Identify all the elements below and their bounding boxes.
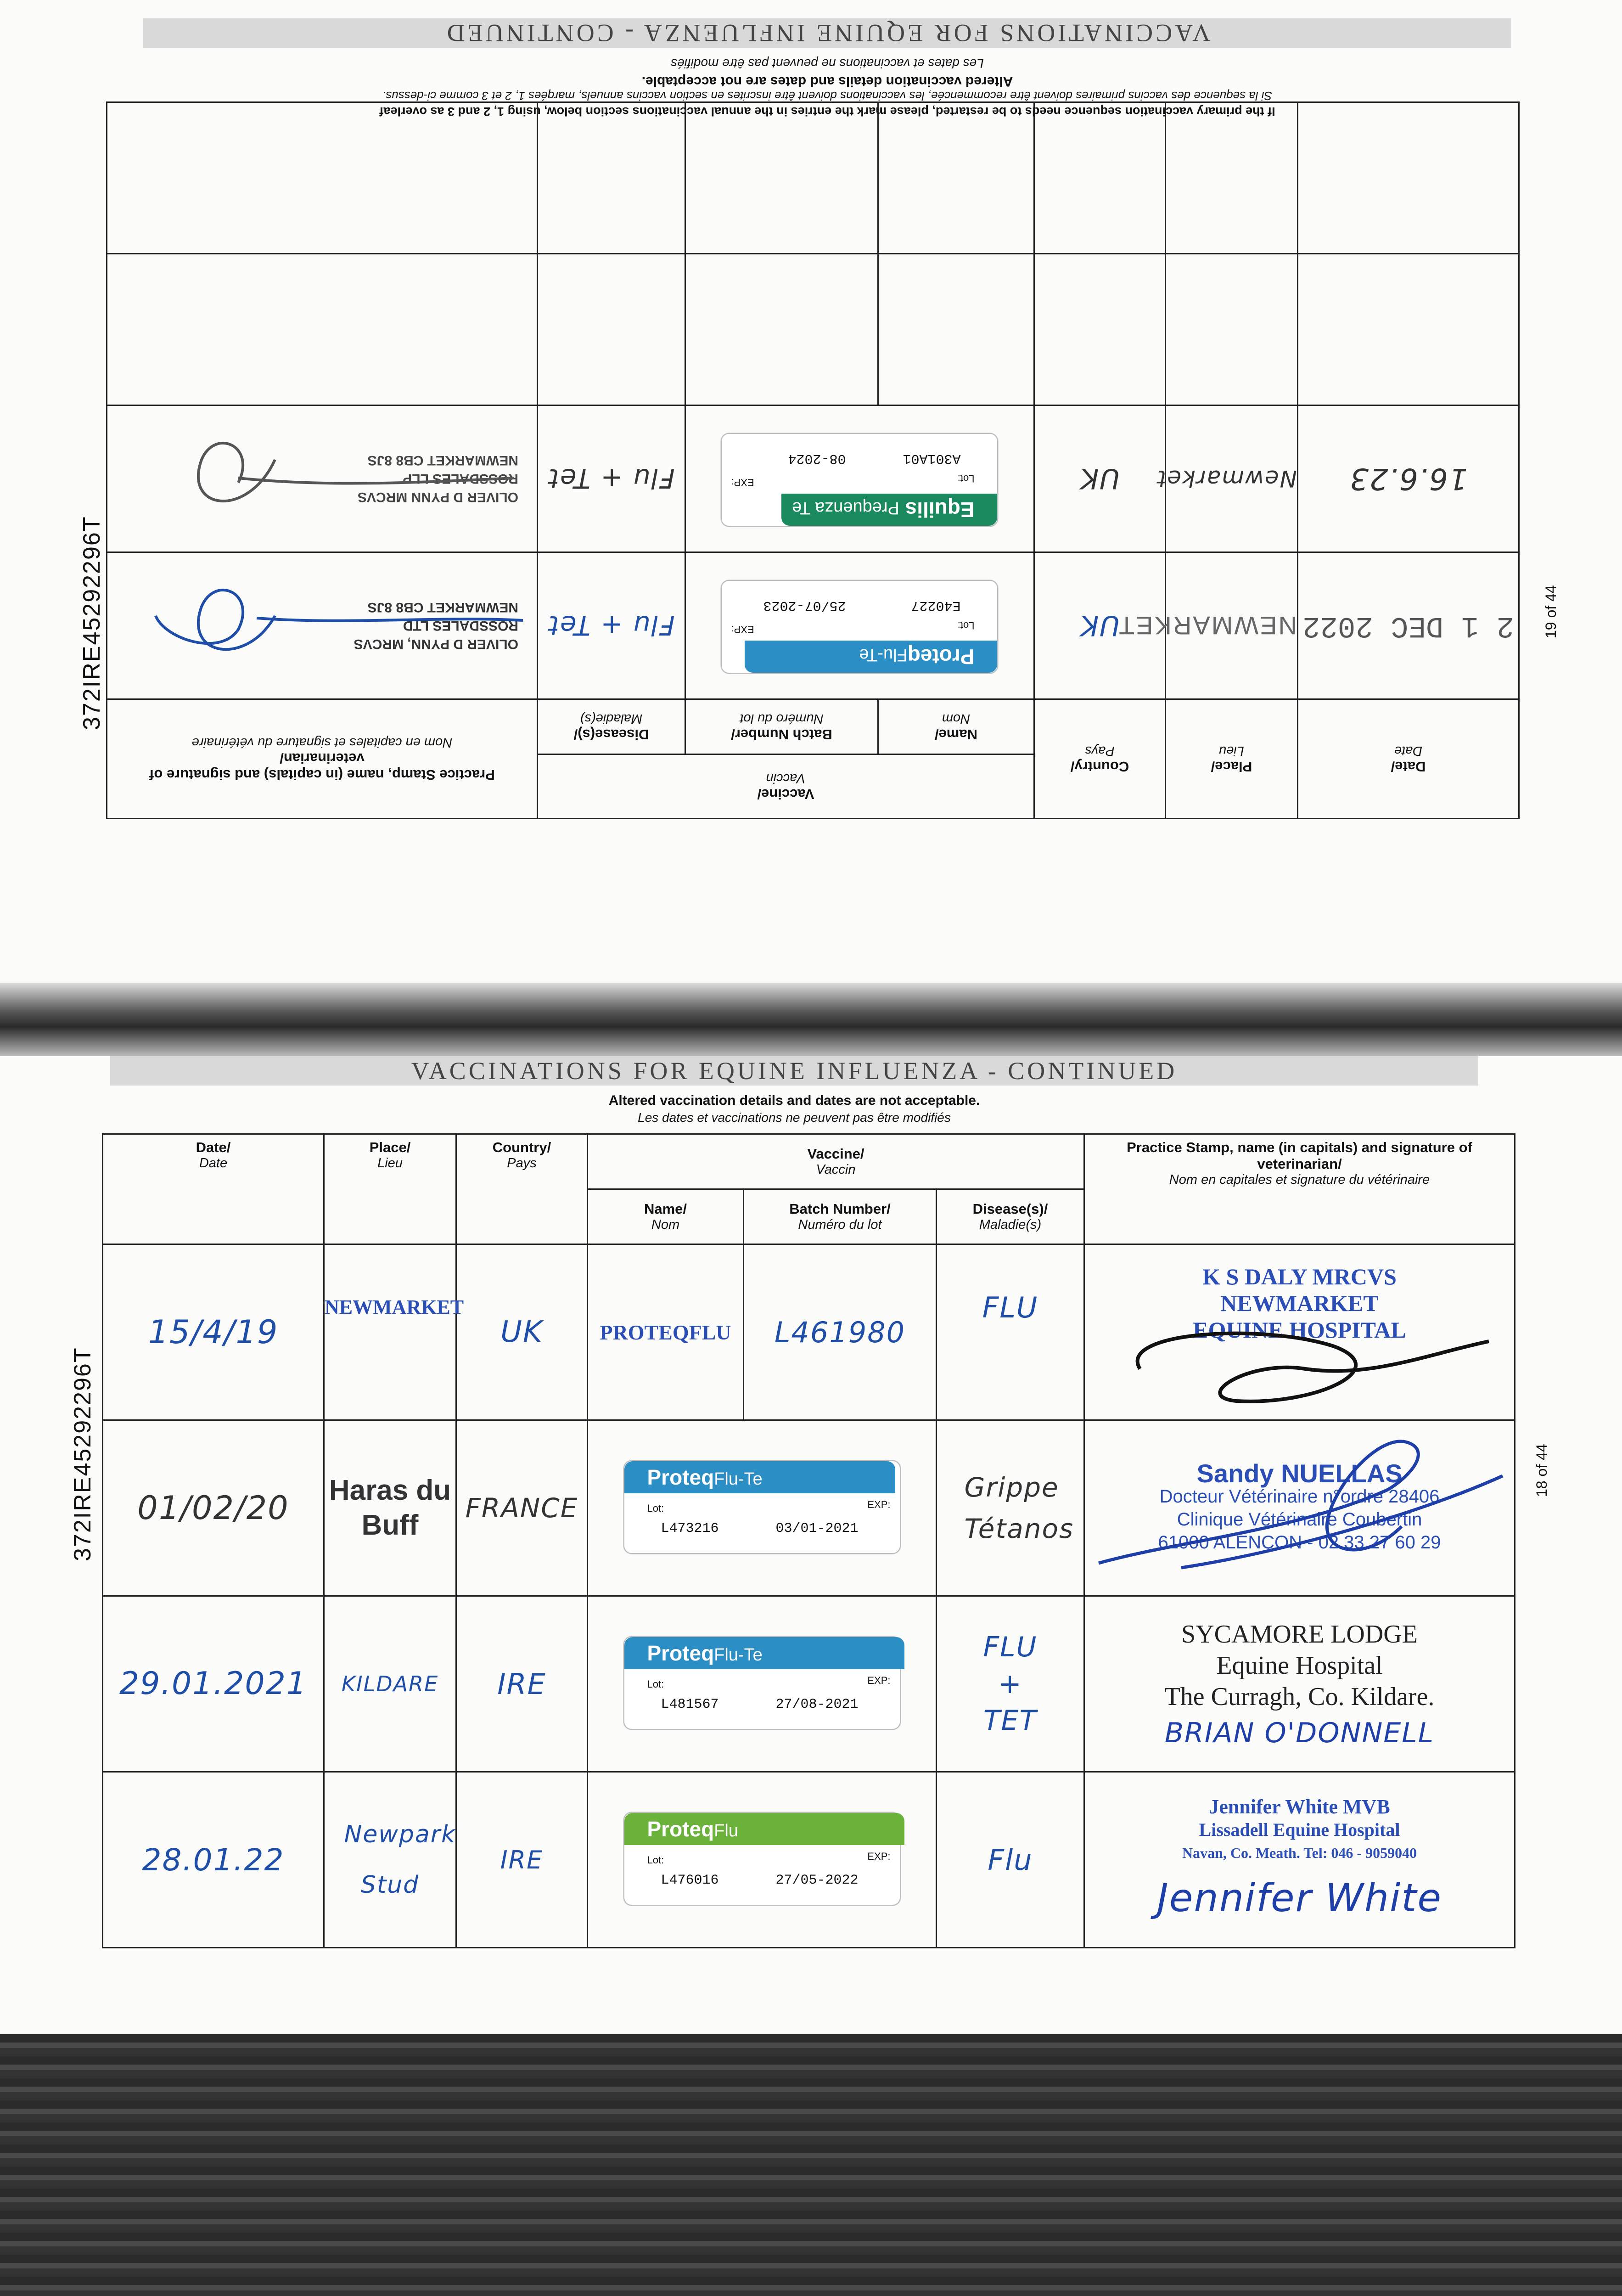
place-cell: NEWMARKET	[1166, 552, 1298, 699]
country-cell	[1034, 254, 1166, 405]
header-disease: Disease(s)/ Maladie(s)	[537, 699, 685, 754]
date-cell: 15/4/19	[103, 1244, 324, 1420]
vet-stamp: SYCAMORE LODGE Equine Hospital The Curragh, Co. Kildare.	[1164, 1620, 1435, 1711]
header-vaccine: Vaccine/ Vaccin	[588, 1134, 1084, 1189]
vet-stamp-cell	[107, 254, 537, 405]
vaccination-table-top	[106, 101, 1520, 819]
exp-label: EXP:	[867, 1498, 891, 1510]
exp-label: EXP:	[867, 1850, 891, 1862]
vet-stamp: Jennifer White MVB Lissadell Equine Hospital Navan, Co. Meath. Tel: 046 - 9059040	[1182, 1795, 1417, 1861]
header-date: Date/ Date	[103, 1134, 324, 1244]
country-cell: IRE	[456, 1596, 588, 1772]
header-date: Date/ Date	[1298, 699, 1519, 819]
country-cell	[1034, 102, 1166, 254]
notice-text-fr: Les dates et vaccinations ne peuvent pas être modifiés	[671, 56, 984, 71]
table-row	[103, 1244, 1515, 1420]
place-cell: Newpark Stud	[324, 1772, 456, 1948]
vet-stamp-cell	[107, 102, 537, 254]
disease-cell: Grippe Tétanos	[937, 1420, 1084, 1596]
disease-cell: Flu	[937, 1772, 1084, 1948]
page-number: 19 of 44	[1543, 585, 1559, 638]
place-cell: NEWMARKET	[324, 1244, 456, 1420]
country-cell: UK	[456, 1244, 588, 1420]
header-vet: Practice Stamp, name (in capitals) and signature of veterinarian/ Nom en capitales et signature du vétérinaire	[1084, 1134, 1515, 1244]
vaccine-label-cell	[685, 552, 1034, 699]
notice-text-fr: Les dates et vaccinations ne peuvent pas être modifiés	[638, 1110, 951, 1125]
exp-value: 08-2024	[788, 450, 846, 466]
header-batch: Batch Number/ Numéro du lot	[744, 1189, 937, 1244]
place-cell: Newmarket	[1166, 405, 1298, 552]
exp-value: 27/08-2021	[775, 1696, 859, 1712]
notice-text: Altered vaccination details and dates are not acceptable.	[608, 1093, 980, 1108]
lot-value: L481567	[661, 1696, 719, 1712]
table-row	[107, 405, 1519, 552]
country-cell: FRANCE	[456, 1420, 588, 1596]
header-vet: Practice Stamp, name (in capitals) and signature of veterinarian/ Nom en capitales et signature du vétérinaire	[107, 699, 537, 819]
vaccine-label-cell	[588, 1596, 937, 1772]
vet-stamp: OLIVER D PYNN MRCVS ROSSDALES LLP NEWMARKET CB8 8JS	[357, 453, 518, 505]
vaccine-sticker	[623, 1812, 901, 1906]
country-cell: IRE	[456, 1772, 588, 1948]
vet-stamp-cell	[107, 405, 537, 552]
vaccine-label-cell	[588, 1420, 937, 1596]
page-number: 18 of 44	[1533, 1444, 1550, 1497]
disease-cell: Flu + Tet	[537, 552, 685, 699]
date-cell: 16.6.23	[1298, 405, 1519, 552]
lot-value: A301A01	[903, 450, 961, 466]
disease-cell: FLU + TET	[937, 1596, 1084, 1772]
sticker-band: ProteqFlu-Te	[745, 641, 998, 673]
vaccine-sticker	[721, 580, 999, 674]
vaccine-label-cell	[685, 405, 1034, 552]
name-cell	[878, 102, 1034, 254]
vaccine-sticker	[623, 1636, 901, 1730]
date-cell: 01/02/20	[103, 1420, 324, 1596]
date-cell: 28.01.22	[103, 1772, 324, 1948]
vaccine-label-cell	[588, 1772, 937, 1948]
lot-label: Lot:	[647, 1854, 664, 1866]
vet-stamp: K S DALY MRCVS NEWMARKET EQUINE HOSPITAL	[1193, 1264, 1406, 1343]
vaccination-table-bottom	[102, 1133, 1515, 1948]
header-place: Place/ Lieu	[1166, 699, 1298, 819]
table-row	[107, 102, 1519, 254]
sticker-band: ProteqFlu-Te	[624, 1637, 904, 1669]
table-row	[103, 1420, 1515, 1596]
table-row	[103, 1772, 1515, 1948]
name-cell	[878, 254, 1034, 405]
vet-stamp-cell	[1084, 1772, 1515, 1948]
rotated-page-content	[0, 0, 1622, 983]
date-cell	[1298, 102, 1519, 254]
lot-label: Lot:	[647, 1678, 664, 1690]
lot-label: Lot:	[647, 1502, 664, 1514]
book-spine	[0, 983, 1622, 1056]
vet-stamp-cell	[1084, 1596, 1515, 1772]
place-cell: Haras du Buff	[324, 1420, 456, 1596]
date-cell: 2 1 DEC 2022	[1298, 552, 1519, 699]
exp-value: 03/01-2021	[775, 1520, 859, 1536]
lot-value: L473216	[661, 1520, 719, 1536]
vet-stamp: Sandy NUELLAS Docteur Vétérinaire n°ordre 28406 Clinique Vétérinaire Coubertin 61000 ALENÇON - 02 33 27 60 29	[1158, 1459, 1441, 1553]
scanner-background	[0, 2034, 1622, 2296]
date-cell: 29.01.2021	[103, 1596, 324, 1772]
header-country: Country/ Pays	[456, 1134, 588, 1244]
sticker-band: ProteqFlu	[624, 1813, 904, 1845]
place-cell	[1166, 254, 1298, 405]
vet-stamp-cell	[1084, 1244, 1515, 1420]
vet-signature: BRIAN O'DONNELL	[1164, 1717, 1435, 1749]
batch-cell: L461980	[744, 1244, 937, 1420]
exp-value: 27/05-2022	[775, 1872, 859, 1888]
place-cell	[1166, 102, 1298, 254]
exp-label: EXP:	[867, 1674, 891, 1686]
exp-label: EXP:	[731, 477, 754, 488]
batch-cell	[685, 102, 878, 254]
vaccine-sticker	[623, 1460, 901, 1554]
header-disease: Disease(s)/ Maladie(s)	[937, 1189, 1084, 1244]
vet-stamp: OLIVER D PYNN, MRCVS ROSSDALES LTD NEWMARKET CB8 8JS	[354, 600, 518, 652]
vet-signature: Jennifer White	[1157, 1875, 1442, 1920]
page-19	[0, 0, 1622, 1001]
section-title: VACCINATIONS FOR EQUINE INFLUENZA - CONTINUED	[143, 18, 1511, 48]
disease-cell	[537, 254, 685, 405]
batch-cell	[685, 254, 878, 405]
header-country: Country/ Pays	[1034, 699, 1166, 819]
exp-label: EXP:	[731, 624, 754, 635]
country-cell: UK	[1034, 405, 1166, 552]
place-cell: KILDARE	[324, 1596, 456, 1772]
header-place: Place/ Lieu	[324, 1134, 456, 1244]
lot-value: L476016	[661, 1872, 719, 1888]
passport-id: 372IRE45292296T	[69, 1347, 96, 1561]
table-row	[107, 254, 1519, 405]
sticker-band: ProteqFlu-Te	[624, 1461, 895, 1493]
lot-label: Lot:	[957, 473, 975, 484]
lot-label: Lot:	[957, 620, 975, 631]
vaccine-sticker	[721, 433, 999, 527]
page-18	[0, 1056, 1622, 2034]
country-cell: UK	[1034, 552, 1166, 699]
table-row	[103, 1596, 1515, 1772]
lot-value: E40227	[911, 597, 961, 613]
disease-cell	[537, 102, 685, 254]
section-title: VACCINATIONS FOR EQUINE INFLUENZA - CONTINUED	[110, 1056, 1478, 1086]
passport-id: 372IRE45292296T	[79, 516, 105, 730]
date-cell	[1298, 254, 1519, 405]
exp-value: 25/07-2023	[763, 597, 846, 613]
disease-cell: Flu + Tet	[537, 405, 685, 552]
header-batch: Batch Number/ Numéro du lot	[685, 699, 878, 754]
vet-stamp-cell	[107, 552, 537, 699]
header-vaccine: Vaccine/ Vaccin	[537, 754, 1034, 819]
restart-note-fr: Si la sequence des vaccins primaires doivent être recommencée, les vaccinations doivent être inscrites en section vaccins annuels, marqées 1, 2 et 3 comme ci-dessus.	[382, 89, 1272, 103]
header-name: Name/ Nom	[878, 699, 1034, 754]
header-name: Name/ Nom	[588, 1189, 744, 1244]
name-cell: PROTEQFLU	[588, 1244, 744, 1420]
vet-stamp-cell	[1084, 1420, 1515, 1596]
notice-text: Altered vaccination details and dates are not acceptable.	[641, 74, 1013, 89]
sticker-band: Equilis Prequenza Te	[782, 494, 998, 526]
table-row	[107, 552, 1519, 699]
restart-note: If the primary vaccination sequence needs to be restarted, please mark the entries in the annual vaccinations section below, using 1, 2 and 3 as overleaf	[379, 105, 1275, 118]
disease-cell: FLU	[937, 1244, 1084, 1420]
